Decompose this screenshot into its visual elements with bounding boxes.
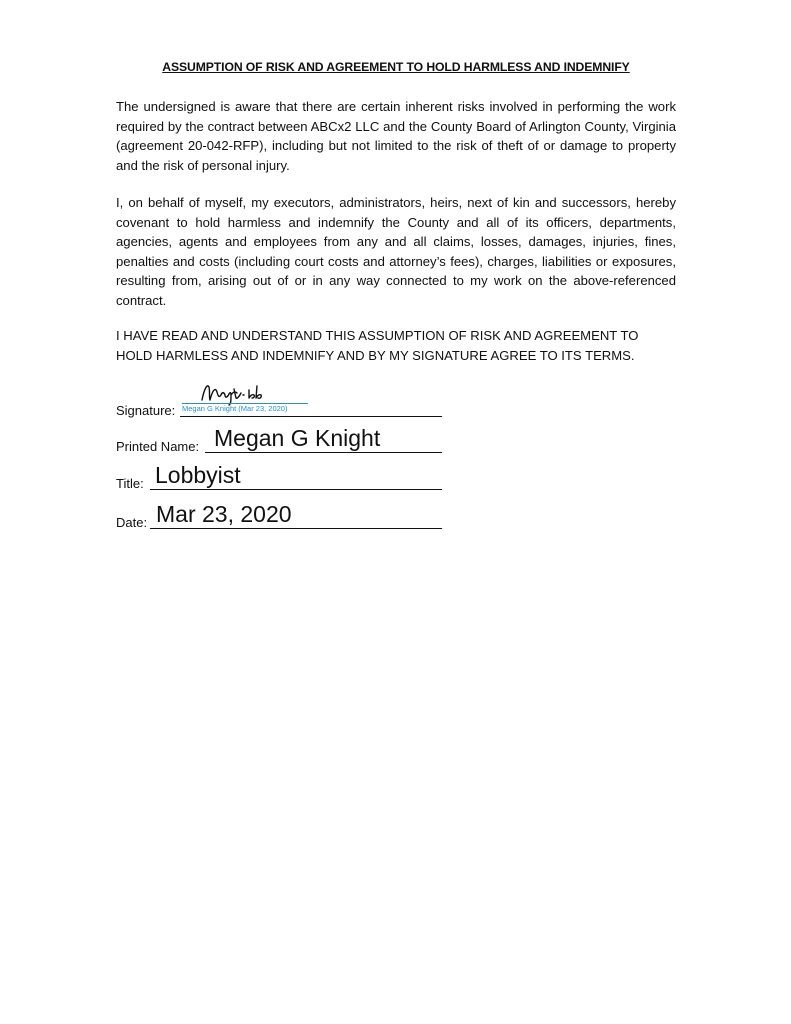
indemnify-paragraph: I, on behalf of myself, my executors, administrators, heirs, next of kin and successors, hereby covenant to hold harmless and indemnify the County and all of its officers, departments, agencies, agents and employees from any and all claims, losses, damages, injuries, fines, penalties and costs (including court costs and attorney’s fees), charges, liabilities or exposures, resulting from, arising out of or in any way connected to my work on the above-referenced contract. xyxy=(116,195,676,308)
printed-name-field[interactable] xyxy=(116,424,442,454)
title-line xyxy=(150,489,442,490)
acknowledgement-paragraph: I HAVE READ AND UNDERSTAND THIS ASSUMPTION OF RISK AND AGREEMENT TO HOLD HARMLESS AND INDEMNIFY AND BY MY SIGNATURE AGREE TO ITS TERMS. xyxy=(116,328,639,363)
risk-paragraph: The undersigned is aware that there are certain inherent risks involved in performing the work required by the contract between ABCx2 LLC and the County Board of Arlington County, Virginia (agreement 20-042-RFP), including but not limited to the risk of theft of or damage to property and the risk of personal injury. xyxy=(116,99,676,173)
date-label: Date: xyxy=(116,515,148,530)
signature-field[interactable] xyxy=(116,388,442,418)
signature-label: Signature: xyxy=(116,403,176,418)
printed-name-line xyxy=(205,452,442,453)
document-title: ASSUMPTION OF RISK AND AGREEMENT TO HOLD HARMLESS AND INDEMNIFY xyxy=(162,60,630,74)
date-value: Mar 23, 2020 xyxy=(156,501,292,527)
title-field[interactable] xyxy=(116,461,442,491)
date-line xyxy=(150,528,442,529)
date-field[interactable] xyxy=(116,500,442,530)
printed-name-value: Megan G Knight xyxy=(214,425,381,451)
signature-line xyxy=(180,416,442,417)
title-value: Lobbyist xyxy=(155,462,241,488)
handwritten-signature xyxy=(198,378,268,406)
title-label: Title: xyxy=(116,476,144,491)
e-signature-stamp: Megan G Knight (Mar 23, 2020) xyxy=(182,404,288,413)
printed-name-label: Printed Name: xyxy=(116,439,200,454)
